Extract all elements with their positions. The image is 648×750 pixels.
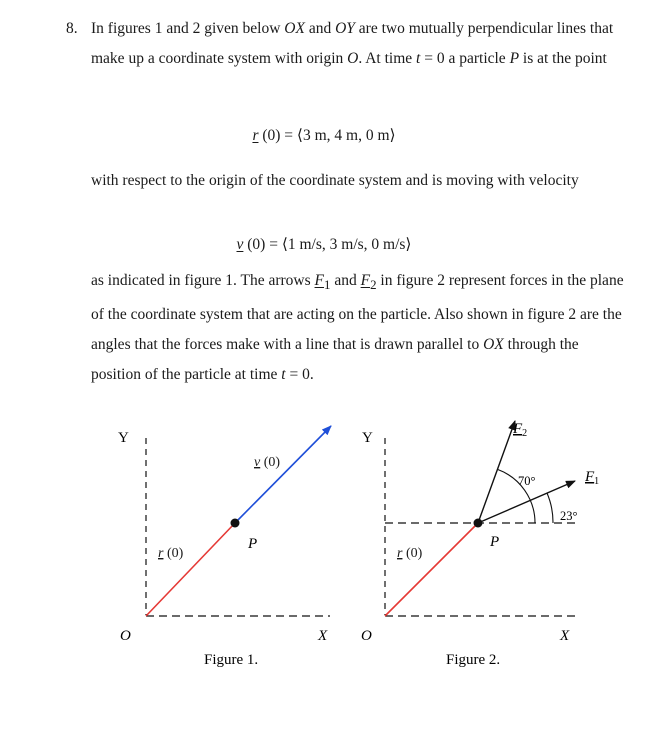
fig1-origin-label: O xyxy=(120,628,131,644)
problem-forces-text: as indicated in figure 1. The arrows $F_1$ and $F_2$ in figure 2 represent forces in the plane of the coordinate system that are acting on the particle. Also shown in figure 2 are the angles that the forces make with a line that is drawn parallel to OX through the position of the particle at time t = 0. xyxy=(91,272,624,384)
fig2-particle-dot xyxy=(474,519,483,528)
figure-1 xyxy=(118,426,331,668)
fig2-f2-label: $F_2$ xyxy=(513,421,528,439)
fig2-position-vector xyxy=(385,523,478,616)
problem-intro: In figures 1 and 2 given below OX and OY are two mutually perpendicular lines that make up a coordinate system with origin O. At time t = 0 a particle P is at the point xyxy=(91,20,614,67)
fig1-position-vector xyxy=(146,523,235,616)
fig2-angle-arc-f1 xyxy=(547,493,553,523)
fig2-r-label: r (0) xyxy=(397,546,423,561)
fig2-origin-label: O xyxy=(361,628,372,644)
position-equation: r (0) = ⟨3 m, 4 m, 0 m⟩ xyxy=(252,127,396,144)
fig1-particle-dot xyxy=(231,519,240,528)
fig1-velocity-vector xyxy=(235,426,331,523)
fig2-caption: Figure 2. xyxy=(446,652,501,668)
fig2-force-2-vector xyxy=(478,421,515,523)
fig1-v-label: v (0) xyxy=(254,455,281,470)
fig1-caption: Figure 1. xyxy=(204,652,259,668)
fig1-x-label: X xyxy=(318,628,328,644)
fig1-r-label: r (0) xyxy=(158,546,184,561)
velocity-equation: v (0) = ⟨1 m/s, 3 m/s, 0 m/s⟩ xyxy=(236,236,412,253)
fig2-x-label: X xyxy=(560,628,570,644)
problem-velocity-text: with respect to the origin of the coordinate system and is moving with velocity xyxy=(91,172,579,189)
fig2-particle-label: P xyxy=(490,534,500,550)
figure-2 xyxy=(361,421,599,668)
question-number: 8. xyxy=(66,20,78,37)
fig2-angle-23-label: 23° xyxy=(560,509,578,523)
fig1-y-label: Y xyxy=(118,430,129,446)
fig1-particle-label: P xyxy=(248,536,258,552)
fig2-y-label: Y xyxy=(362,430,373,446)
fig2-angle-70-label: 70° xyxy=(518,474,536,488)
fig2-f1-label: $F_1$ xyxy=(585,469,600,487)
